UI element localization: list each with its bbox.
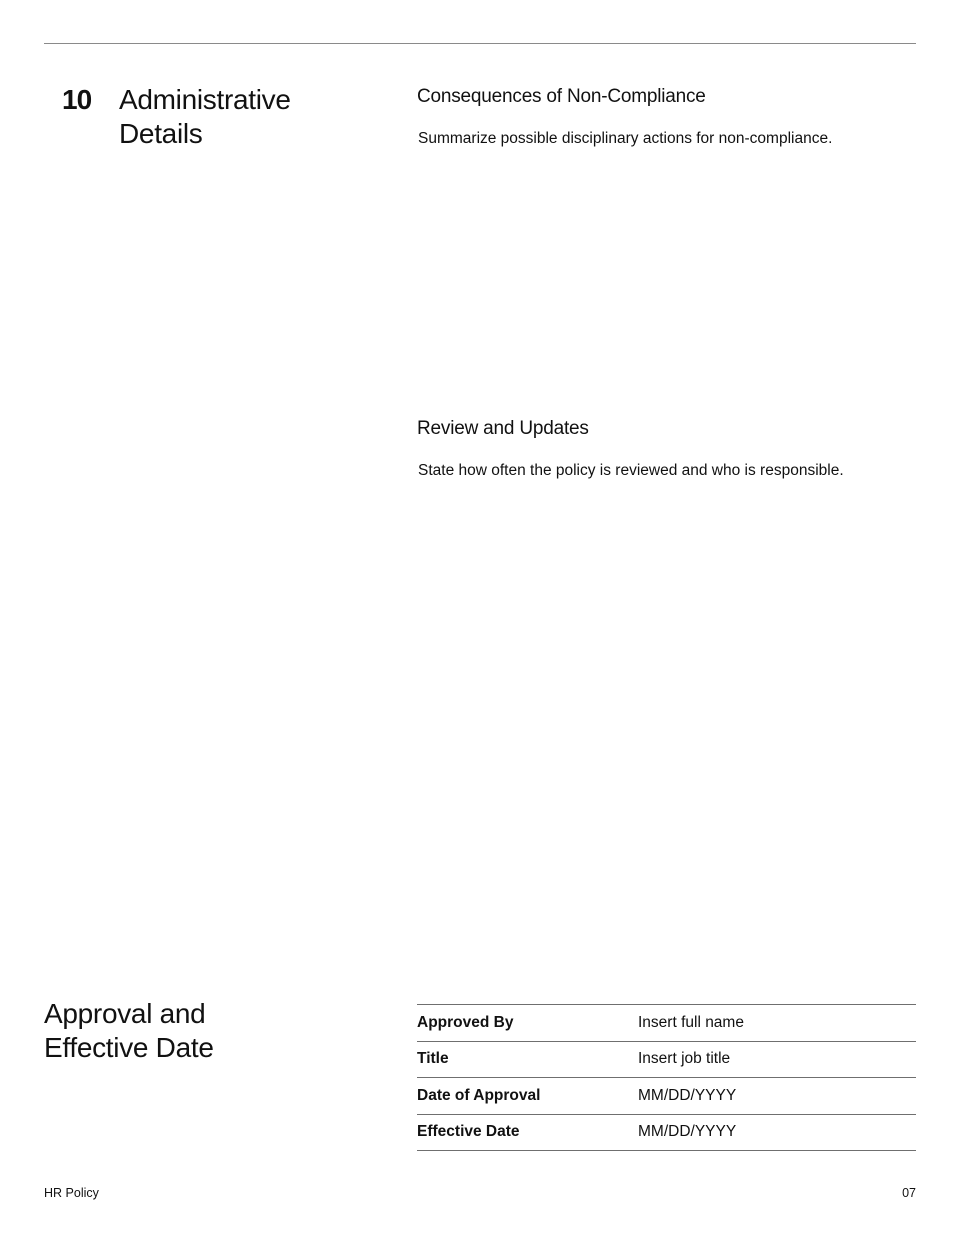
- consequences-heading: Consequences of Non-Compliance: [417, 86, 706, 107]
- effective-date-value: MM/DD/YYYY: [638, 1123, 737, 1141]
- table-row: [417, 1114, 916, 1151]
- approved-by-label: Approved By: [417, 1013, 514, 1031]
- approval-table: [417, 1004, 916, 1151]
- review-heading: Review and Updates: [417, 418, 589, 439]
- table-row: [417, 1041, 916, 1078]
- date-of-approval-value: MM/DD/YYYY: [638, 1086, 737, 1104]
- approved-by-value: Insert full name: [638, 1013, 744, 1031]
- approval-title: Approval and Effective Date: [44, 998, 214, 1063]
- footer-document-name: HR Policy: [44, 1186, 99, 1200]
- table-row: [417, 1078, 916, 1115]
- title-value: Insert job title: [638, 1050, 731, 1068]
- section-title: Administrative Details: [119, 84, 291, 149]
- top-divider: [44, 43, 916, 44]
- effective-date-label: Effective Date: [417, 1123, 520, 1141]
- review-body: State how often the policy is reviewed and who is responsible.: [418, 462, 844, 479]
- consequences-body: Summarize possible disciplinary actions for non-compliance.: [418, 130, 833, 147]
- title-label: Title: [417, 1050, 449, 1068]
- footer-page-number: 07: [902, 1186, 916, 1200]
- table-row: [417, 1005, 916, 1042]
- date-of-approval-label: Date of Approval: [417, 1086, 541, 1104]
- section-number: 10: [62, 84, 92, 115]
